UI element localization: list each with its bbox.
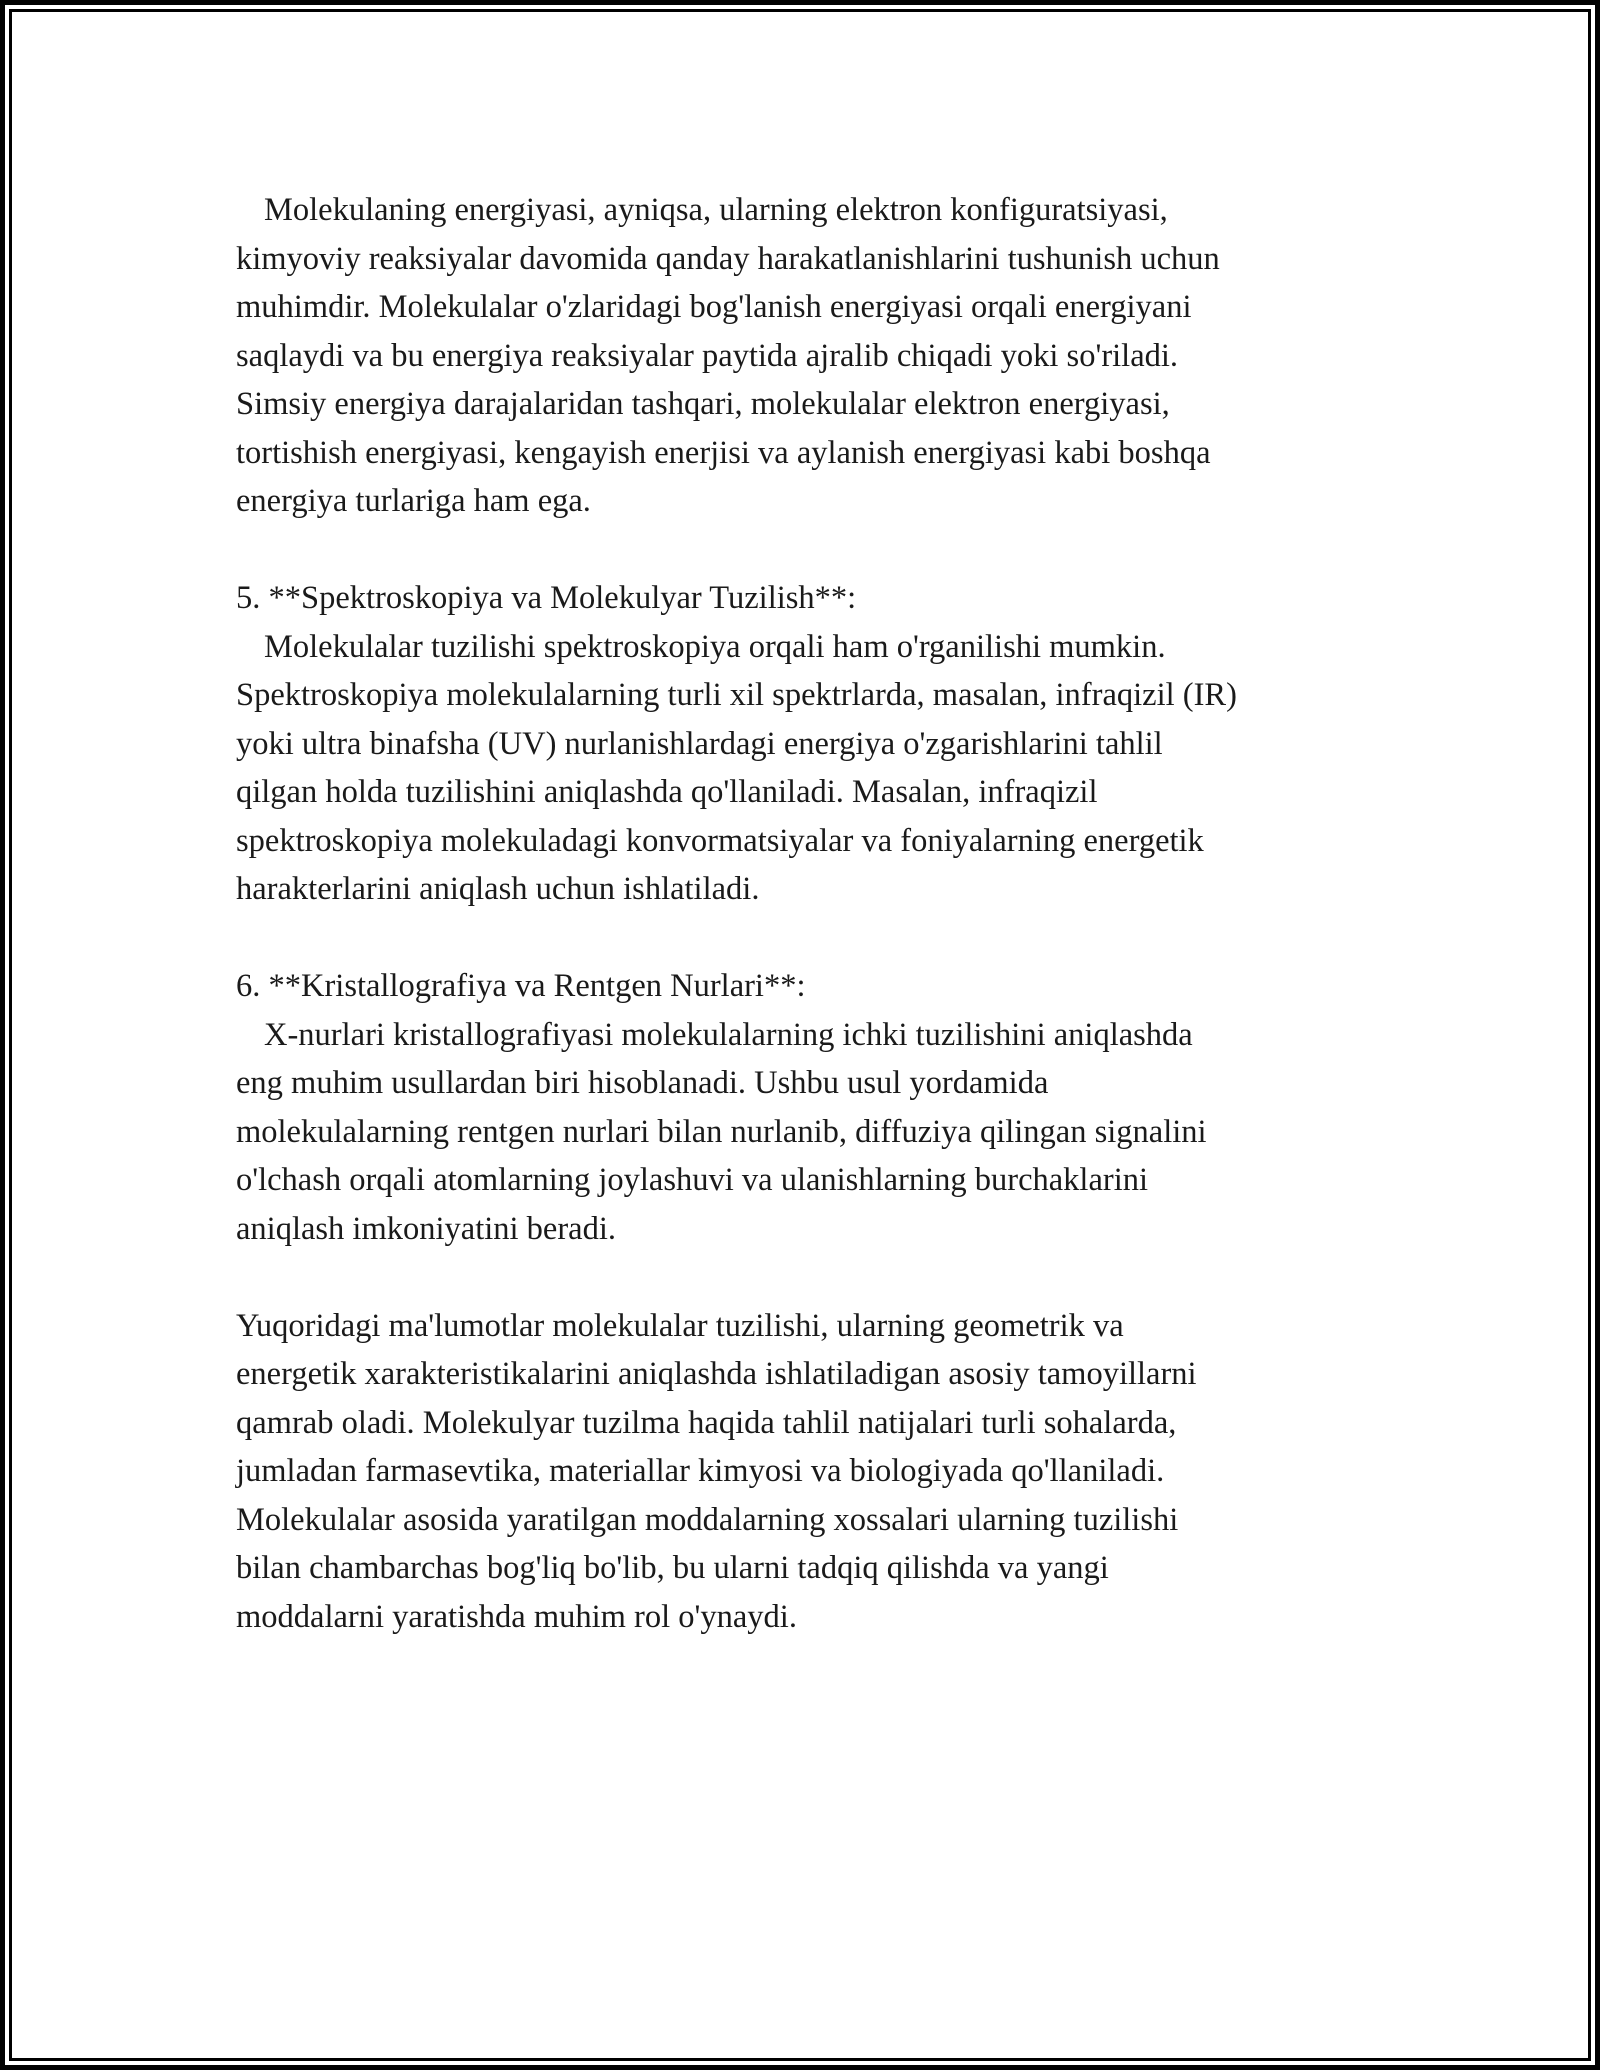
- text-line: bilan chambarchas bog'liq bo'lib, bu ularni tadqiq qilishda va yangi: [236, 1550, 1109, 1586]
- text-line: muhimdir. Molekulalar o'zlaridagi bog'lanish energiyasi orqali energiyani: [236, 289, 1192, 325]
- text-line: tortishish energiyasi, kengayish enerjisi va aylanish energiyasi kabi boshqa: [236, 434, 1211, 471]
- document-body: [236, 186, 1406, 1641]
- text-line: yoki ultra binafsha (UV) nurlanishlardagi energiya o'zgarishlarini tahlil: [236, 725, 1163, 762]
- conclusion-paragraph: [236, 1302, 1406, 1642]
- text-line: aniqlash imkoniyatini beradi.: [236, 1210, 616, 1247]
- text-line: spektroskopiya molekuladagi konvormatsiyalar va foniyalarning energetik: [236, 822, 1204, 859]
- text-line: Yuqoridagi ma'lumotlar molekulalar tuzilishi, ularning geometrik va: [236, 1307, 1124, 1344]
- text-line: X-nurlari kristallografiyasi molekulalarning ichki tuzilishini aniqlashda: [264, 1016, 1193, 1053]
- text-line: Simsiy energiya darajalaridan tashqari, molekulalar elektron energiyasi,: [236, 386, 1170, 422]
- text-line: energiya turlariga ham ega.: [236, 483, 591, 519]
- text-line: energetik xarakteristikalarini aniqlashda ishlatiladigan asosiy tamoyillarni: [236, 1356, 1197, 1392]
- text-line: Spektroskopiya molekulalarning turli xil spektrlarda, masalan, infraqizil (IR): [236, 677, 1237, 713]
- section-6: [236, 962, 1406, 1253]
- section-heading: 5. **Spektroskopiya va Molekulyar Tuzilish**:: [236, 580, 857, 616]
- text-line: moddalarni yaratishda muhim rol o'ynaydi.: [236, 1598, 797, 1635]
- text-line: saqlaydi va bu energiya reaksiyalar paytida ajralib chiqadi yoki so'riladi.: [236, 337, 1179, 374]
- text-line: qamrab oladi. Molekulyar tuzilma haqida tahlil natijalari turli sohalarda,: [236, 1404, 1177, 1441]
- text-line: molekulalarning rentgen nurlari bilan nurlanib, diffuziya qilingan signalini: [236, 1113, 1207, 1150]
- section-5: [236, 574, 1406, 914]
- text-line: Molekulaning energiyasi, ayniqsa, ularning elektron konfiguratsiyasi,: [264, 192, 1168, 228]
- text-line: kimyoviy reaksiyalar davomida qanday harakatlanishlarini tushunish uchun: [236, 240, 1220, 277]
- text-line: qilgan holda tuzilishini aniqlashda qo'llaniladi. Masalan, infraqizil: [236, 774, 1098, 810]
- text-line: jumladan farmasevtika, materiallar kimyosi va biologiyada qo'llaniladi.: [236, 1453, 1165, 1489]
- text-line: o'lchash orqali atomlarning joylashuvi va ulanishlarning burchaklarini: [236, 1162, 1149, 1198]
- text-line: eng muhim usullardan biri hisoblanadi. Ushbu usul yordamida: [236, 1065, 1049, 1101]
- text-line: Molekulalar asosida yaratilgan moddalarning xossalari ularning tuzilishi: [236, 1501, 1179, 1538]
- intro-paragraph: [236, 186, 1406, 526]
- paragraph-spacer: [236, 1253, 1406, 1302]
- section-heading: 6. **Kristallografiya va Rentgen Nurlari**:: [236, 968, 806, 1004]
- paragraph-spacer: [236, 526, 1406, 575]
- text-line: harakterlarini aniqlash uchun ishlatiladi.: [236, 871, 760, 907]
- paragraph-spacer: [236, 914, 1406, 963]
- text-line: Molekulalar tuzilishi spektroskopiya orqali ham o'rganilishi mumkin.: [264, 628, 1166, 665]
